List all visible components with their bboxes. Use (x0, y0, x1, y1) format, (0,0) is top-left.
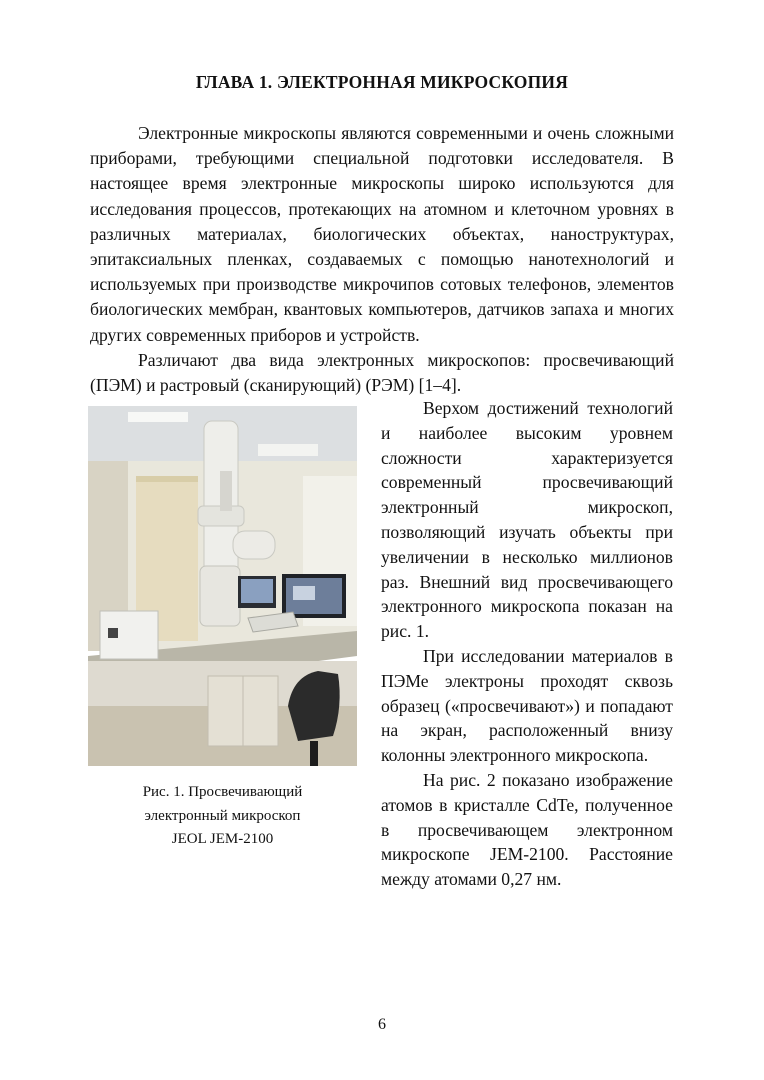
side-text-column (381, 396, 673, 892)
caption-line: электронный микроскоп (144, 807, 301, 824)
paragraph-types: Различают два вида электронных микроскопов: просвечивающий (ПЭМ) и растровый (сканирующий) (РЭМ) [1–4]. (90, 349, 674, 396)
intro-text (90, 121, 674, 398)
figure-caption (88, 781, 357, 852)
page-number: 6 (378, 1016, 386, 1033)
chapter-title: ГЛАВА 1. ЭЛЕКТРОННАЯ МИКРОСКОПИЯ (195, 72, 569, 92)
caption-line: JEOL JEM-2100 (171, 831, 274, 847)
paragraph-fig2-reference: На рис. 2 показано изображение атомов в кристалле CdTe, полученное в просвечивающем электронном микроскопе JEM-2100. Расстояние между атомами 0,27 нм. (381, 769, 673, 890)
paragraph-tem-description: Верхом достижений технологий и наиболее высоким уровнем сложности характеризуется современный просвечивающий электронный микроскоп, позволяющий изучать объекты при увеличении в несколько миллионов раз. Внешний вид просвечивающего электронного микроскопа показан на рис. 1. (381, 398, 673, 642)
paragraph-intro: Электронные микроскопы являются современными и очень сложными приборами, требующими специальной подготовки исследователя. В настоящее время электронные микроскопы широко используются для исследования процессов, протекающих на атомном и клеточном уровнях в различных материалах, биологических объектах, наноструктурах, эпитаксиальных пленках, создаваемых с помощью нанотехнологий и используемых при производстве микрочипов сотовых телефонов, элементов биологических мембран, квантовых компьютеров, датчиков запаха и многих других современных приборов и устройств. (90, 123, 674, 345)
paragraph-tem-principle: При исследовании материалов в ПЭМе электроны проходят сквозь образец («просвечивают») и попадают на экран, расположенный внизу колонны электронного микроскопа. (381, 645, 673, 766)
caption-line: Рис. 1. Просвечивающий (142, 784, 303, 800)
microscope-photo (88, 406, 357, 766)
